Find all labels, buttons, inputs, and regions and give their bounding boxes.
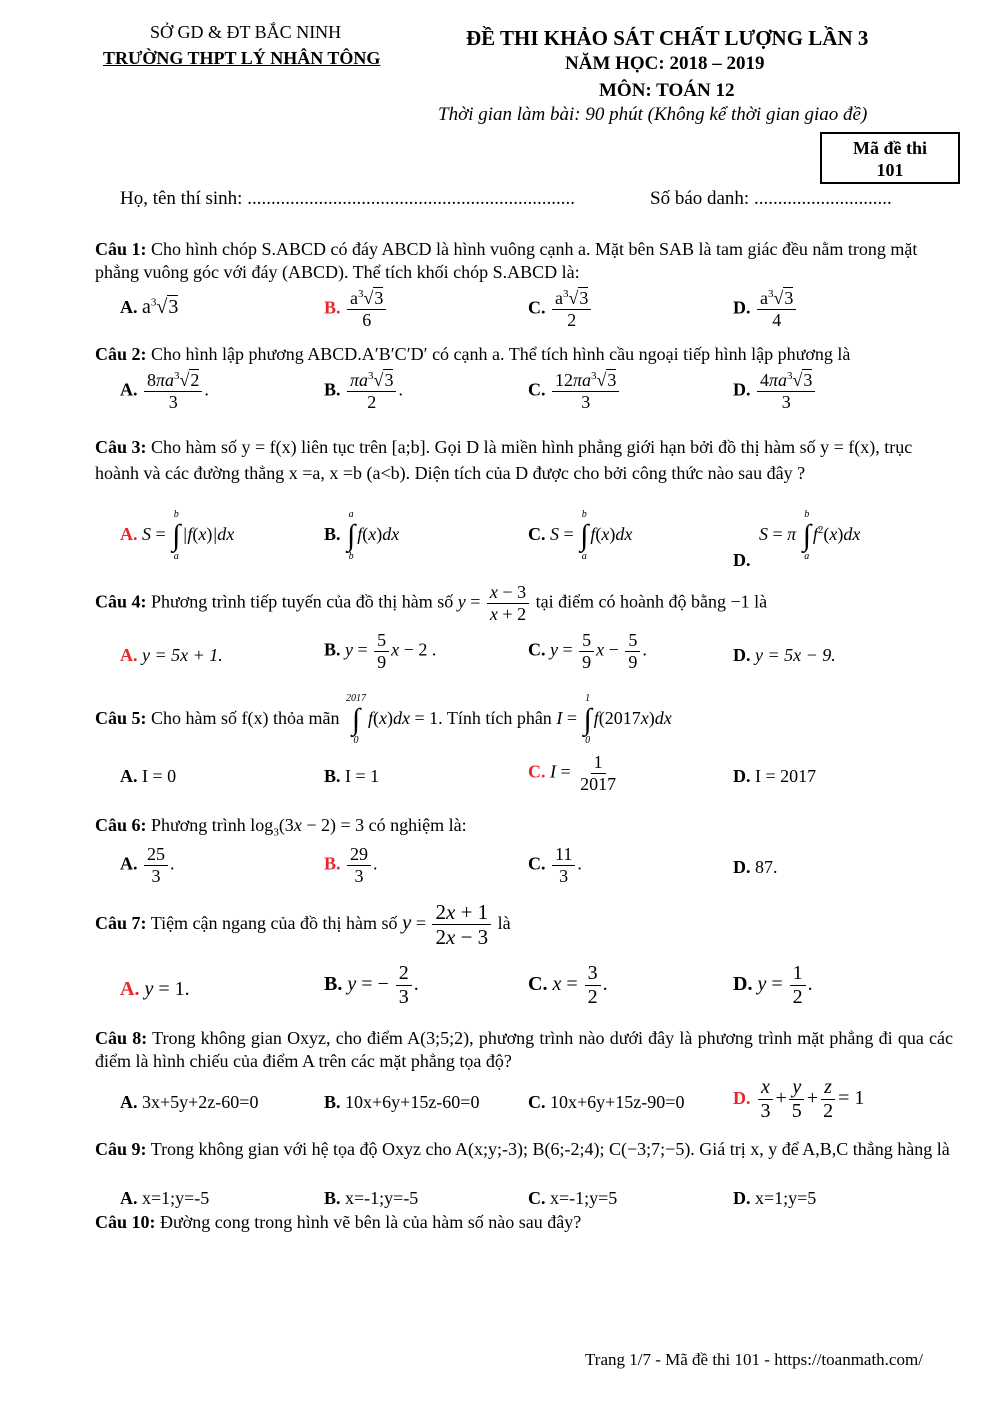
option-key: C. <box>528 524 546 545</box>
question-label: Câu 7: <box>95 912 147 933</box>
option-a: A. y = 1. <box>120 978 190 1000</box>
option-key: C. <box>528 1188 546 1208</box>
option-b: B. $\frac{a^3√3}{6}$ <box>324 288 388 330</box>
option-key: C. <box>528 973 548 996</box>
dept-name: SỞ GD & ĐT BẮC NINH <box>150 22 342 42</box>
question-9 <box>95 1138 953 1161</box>
school-name: TRƯỜNG THPT LÝ NHÂN TÔNG <box>103 48 381 68</box>
question-7: Câu 7: Tiệm cận ngang của đồ thị hàm số y = $\frac{2x + 1}{2x - 3}$ là <box>95 900 511 950</box>
option-b: B. $\frac{29}{3}$ . <box>324 844 378 886</box>
option-c: C. S = b ∫ a f(x)dx <box>528 509 633 562</box>
option-key: C. <box>528 761 546 782</box>
question-label: Câu 3: <box>95 437 147 457</box>
option-d <box>733 645 836 666</box>
option-key: D. <box>733 973 753 996</box>
option-a <box>120 645 223 666</box>
option-value: 10x+6y+15z-90=0 <box>550 1092 685 1112</box>
option-key: B. <box>324 524 341 545</box>
question-2 <box>95 343 953 366</box>
option-c: C. $\frac{a^3√3}{2}$ <box>528 288 593 330</box>
question-text-after: tại điểm có hoành độ bằng −1 là <box>535 591 768 612</box>
exam-title: ĐỀ THI KHẢO SÁT CHẤT LƯỢNG LẦN 3 <box>466 26 869 50</box>
option-b <box>324 766 379 787</box>
option-key: A. <box>120 1188 138 1208</box>
option-a: A. S = b ∫ a |f(x)|dx <box>120 509 235 562</box>
question-3 <box>95 434 953 486</box>
question-label: Câu 9: <box>95 1139 147 1159</box>
question-text: Đường cong trong hình vẽ bên là của hàm số nào sau đây? <box>160 1212 582 1232</box>
exam-code-value: 101 <box>876 160 904 180</box>
option-b: B. y = − $\frac{2}{3}$ . <box>324 962 419 1008</box>
question-text-before: Phương trình <box>151 815 246 835</box>
exam-time: Thời gian làm bài: 90 phút (Không kể thời gian giao đề) <box>438 104 868 125</box>
option-value: 3x+5y+2z-60=0 <box>142 1092 259 1112</box>
exam-code-box <box>820 132 960 184</box>
option-value: 10x+6y+15z-60=0 <box>345 1092 480 1112</box>
option-d <box>733 766 816 787</box>
option-d: D. S = π b ∫ a $f^2(x)dx$ <box>733 509 861 570</box>
option-key: A. <box>120 766 138 786</box>
option-c <box>528 1188 617 1209</box>
question-6: Câu 6: Phương trình $\log_3(3x - 2) = 3$ có nghiệm là: <box>95 815 467 839</box>
option-key: B. <box>324 973 343 996</box>
question-label: Câu 1: <box>95 239 147 259</box>
option-key: D. <box>733 297 751 318</box>
option-d <box>733 857 778 878</box>
option-key: A. <box>120 297 138 317</box>
option-d: D. $\frac{a^3√3}{4}$ <box>733 288 798 330</box>
option-c: C. x = $\frac{3}{2}$ . <box>528 962 608 1008</box>
option-key: A. <box>120 524 138 545</box>
candidate-name-line: Họ, tên thí sinh: ..................................................................... <box>120 188 575 209</box>
option-b <box>324 1188 418 1209</box>
exam-subject: MÔN: TOÁN 12 <box>599 80 735 101</box>
question-label: Câu 2: <box>95 344 147 364</box>
denominator: 2 <box>567 309 577 330</box>
option-value: x=-1;y=-5 <box>345 1188 419 1208</box>
option-key: A. <box>120 1092 138 1112</box>
option-b <box>324 1092 479 1113</box>
option-c: C. $\frac{11}{3}$ . <box>528 844 582 886</box>
exam-code-label: Mã đề thi <box>853 138 927 158</box>
option-a <box>120 1092 258 1113</box>
option-a: A. $\frac{8\pi a^3√2}{3}$ . <box>120 370 209 412</box>
question-text-after: có nghiệm là: <box>368 815 467 835</box>
question-text: Trong không gian với hệ tọa độ Oxyz cho A(x;y;-3); B(6;-2;4); C(−3;7;−5). Giá trị x, y để A,B,C thẳng hàng là <box>150 1139 950 1159</box>
option-key: B. <box>324 297 341 318</box>
question-text-before: Tiệm cận ngang của đồ thị hàm số <box>150 912 398 933</box>
option-d: D. $\frac{x}{3}$ + $\frac{y}{5}$ + $\frac{z}{2}$ = 1 <box>733 1076 865 1122</box>
option-key: D. <box>733 379 751 400</box>
question-label: Câu 10: <box>95 1212 156 1232</box>
option-value: y = 5x + 1. <box>142 645 223 665</box>
option-key: C. <box>528 639 546 660</box>
question-8 <box>95 1027 953 1073</box>
option-key: B. <box>324 379 341 400</box>
option-d: D. y = $\frac{1}{2}$ . <box>733 962 813 1008</box>
question-label: Câu 5: <box>95 708 147 728</box>
denominator: 2 <box>367 391 377 412</box>
option-c: C. $\frac{12\pi a^3√3}{3}$ <box>528 370 621 412</box>
option-value: y = 5x − 9. <box>755 645 836 665</box>
denominator: 3 <box>781 391 791 412</box>
question-4: Câu 4: Phương trình tiếp tuyến của đồ thị hàm số y = $\frac{x - 3}{x + 2}$ tại điểm có hoành độ bằng −1 là <box>95 582 768 624</box>
question-text: Cho hình lập phương ABCD.A′B′C′D′ có cạnh a. Thể tích hình cầu ngoại tiếp hình lập phương là <box>151 344 851 364</box>
option-key: D. <box>733 1088 751 1109</box>
question-10 <box>95 1211 953 1234</box>
option-key: A. <box>120 853 138 874</box>
denominator: 3 <box>581 391 591 412</box>
option-a <box>120 766 176 787</box>
option-b: B. y = $\frac{5}{9}$ x − 2 . <box>324 630 437 672</box>
option-key: B. <box>324 1188 341 1208</box>
option-key: B. <box>324 1092 341 1112</box>
question-text-mid: . Tính tích phân <box>438 708 552 728</box>
option-key: D. <box>733 645 751 665</box>
page-footer: Trang 1/7 - Mã đề thi 101 - https://toanmath.com/ <box>585 1350 923 1369</box>
option-value: x=1;y=-5 <box>142 1188 210 1208</box>
question-5: Câu 5: Cho hàm số f(x) thỏa mãn 2017 ∫ 0 f(x)dx = 1. Tính tích phân I = 1 ∫ 0 f(2017x)dx <box>95 692 672 746</box>
option-key: C. <box>528 297 546 318</box>
question-text-after: là <box>497 912 511 933</box>
option-key: C. <box>528 379 546 400</box>
option-key: D. <box>733 550 751 570</box>
question-1 <box>95 238 953 284</box>
option-key: A. <box>120 978 140 1000</box>
option-d: D. $\frac{4\pi a^3√3}{3}$ <box>733 370 817 412</box>
question-text-before: Cho hàm số f(x) thỏa mãn <box>151 708 340 728</box>
denominator: 3 <box>168 391 178 412</box>
option-c: C. y = $\frac{5}{9}$ x − $\frac{5}{9}$ . <box>528 630 647 672</box>
option-key: B. <box>324 766 341 786</box>
option-b: B. $\frac{\pi a^3√3}{2}$ . <box>324 370 403 412</box>
option-value: 87. <box>755 857 778 877</box>
option-key: D. <box>733 857 751 877</box>
option-a: A. $\frac{25}{3}$ . <box>120 844 175 886</box>
option-key: D. <box>733 766 751 786</box>
option-c <box>528 1092 684 1113</box>
question-label: Câu 8: <box>95 1028 148 1048</box>
option-value: I = 1 <box>345 766 380 786</box>
question-label: Câu 6: <box>95 815 147 835</box>
option-a: A. $a^3√3$ <box>120 296 179 318</box>
option-a <box>120 1188 209 1209</box>
denominator: 4 <box>772 309 782 330</box>
question-text-before: Phương trình tiếp tuyến của đồ thị hàm số <box>151 591 454 612</box>
question-text: Cho hàm số y = f(x) liên tục trên [a;b]. Gọi D là miền hình phẳng giới hạn bởi đồ thị hàm số y = f(x), trục hoành và các đường thẳng x =a, x =b (a<b). Diện tích của D được cho bởi công thức nào sau đây ? <box>95 437 913 483</box>
option-key: B. <box>324 639 341 660</box>
option-value: I = 0 <box>142 766 177 786</box>
candidate-number-line: Số báo danh: ............................. <box>650 188 892 209</box>
option-value: x=-1;y=5 <box>550 1188 618 1208</box>
question-text: Trong không gian Oxyz, cho điểm A(3;5;2), phương trình nào dưới đây là phương trình mặt phẳng đi qua các điểm là hình chiếu của điểm A trên các mặt phẳng tọa độ? <box>95 1028 953 1071</box>
option-key: C. <box>528 1092 546 1112</box>
option-key: A. <box>120 379 138 400</box>
option-c: C. I = $\frac{1}{2017}$ <box>528 752 617 794</box>
exam-year: NĂM HỌC: 2018 – 2019 <box>565 53 765 74</box>
option-b: B. a ∫ b f(x)dx <box>324 509 400 562</box>
denominator: 6 <box>362 309 372 330</box>
option-key: D. <box>733 1188 751 1208</box>
question-label: Câu 4: <box>95 591 147 612</box>
option-d <box>733 1188 816 1209</box>
option-value: I = 2017 <box>755 766 817 786</box>
option-key: C. <box>528 853 546 874</box>
question-text: Cho hình chóp S.ABCD có đáy ABCD là hình vuông cạnh a. Mặt bên SAB là tam giác đều nằm trong mặt phẳng vuông góc với đáy (ABCD). Thể tích khối chóp S.ABCD là: <box>95 239 918 282</box>
option-key: B. <box>324 853 341 874</box>
option-value: x=1;y=5 <box>755 1188 817 1208</box>
option-key: A. <box>120 645 138 665</box>
